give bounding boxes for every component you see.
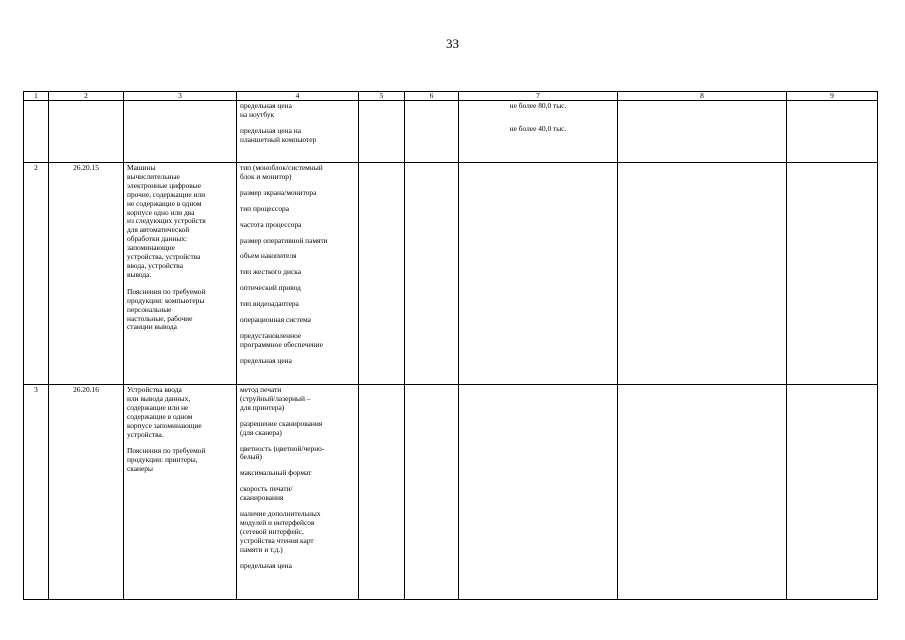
text-line: содержащие в одном [127,411,193,421]
characteristic-item [240,164,355,182]
text-line: запоминающие [127,243,175,253]
text-line: предустановленное [240,330,302,340]
text-line: метод печати [240,385,282,394]
characteristic-item [240,252,355,261]
requirements-table [23,91,878,600]
value-cell [459,101,618,163]
text-line: корпусе одно или два [127,207,195,217]
text-line: устройства, устройства [127,252,201,262]
text-line: продукции: принтеры, [127,455,198,465]
text-line: прочие, содержащие или [127,189,206,199]
text-line: частота процессора [240,219,302,229]
text-line: предельная цена [240,355,292,365]
text-line: сканеры [127,464,153,474]
characteristic-item [240,221,355,230]
text-line: обработки данных: [127,234,188,244]
column-6-cell [405,385,459,600]
price-limit-value [462,102,614,111]
text-line: для принтера) [240,402,285,412]
price-limit-value [462,125,614,134]
column-8-cell [618,101,787,163]
column-5-cell [359,163,405,385]
text-line: корпусе запоминающие [127,420,202,430]
value-cell [459,385,618,600]
text-line: или вывода данных, [127,393,191,403]
text-line: размер экрана/монитора [240,187,317,197]
column-header: 3 [124,92,237,101]
text-line: операционная система [240,315,311,325]
characteristic-item [240,189,355,198]
text-line: тип видеоадаптера [240,299,299,309]
text-line: Пояснения по требуемой [127,446,206,456]
text-line: не более 40,0 тыс. [509,123,567,133]
text-line: (сетевой интерфейс, [240,526,304,536]
table-row [24,101,878,163]
text-line: памяти и т.д.) [240,544,283,554]
table-row [24,385,878,600]
okpd-code-cell: 26.20.15 [49,163,124,385]
characteristic-item [240,205,355,214]
text-line: Пояснения по требуемой [127,286,206,296]
column-9-cell [787,385,878,600]
value-cell [459,163,618,385]
characteristic-item [240,316,355,325]
column-header: 2 [49,92,124,101]
text-line: оптический привод [240,283,301,293]
text-line: максимальный формат [240,468,312,478]
text-line: персональные [127,304,172,314]
characteristic-item [240,485,355,503]
text-line: Машины [127,163,156,172]
text-line: программное обеспечение [240,339,323,349]
text-line: вычислительные [127,171,180,181]
column-header: 7 [459,92,618,101]
column-number-row [24,92,878,101]
characteristic-item [240,127,355,145]
text-line: для автоматической [127,225,190,235]
text-line: скорость печати/ [240,484,293,494]
column-header: 6 [405,92,459,101]
column-header: 8 [618,92,787,101]
table-row [24,163,878,385]
text-line: цветность (цветной/черно- [240,443,325,453]
text-line: предельная цена [240,560,292,570]
column-8-cell [618,385,787,600]
characteristics-cell [237,163,359,385]
text-line: не содержащие в одном [127,198,202,208]
text-line: блок и монитор) [240,171,292,181]
column-header: 9 [787,92,878,101]
column-header: 1 [24,92,49,101]
characteristic-item [240,300,355,309]
characteristic-item [240,357,355,366]
text-line: размер оперативной памяти [240,235,328,245]
page-number: 33 [446,36,459,51]
characteristics-cell [237,385,359,600]
characteristics-cell [237,101,359,163]
column-header: 5 [359,92,405,101]
okpd-code-cell [49,101,124,163]
column-6-cell [405,163,459,385]
characteristic-item [240,420,355,438]
text-line: тип жесткого диска [240,267,302,277]
text-line: настольные, рабочие [127,313,193,323]
text-line: объем накопителя [240,251,297,261]
row-number-cell: 2 [24,163,49,385]
text-line: планшетный компьютер [240,134,317,144]
column-6-cell [405,101,459,163]
characteristic-item [240,562,355,571]
text-line: (струйный/лазерный – [240,393,311,403]
characteristic-item [240,332,355,350]
column-9-cell [787,163,878,385]
text-line: продукции: компьютеры [127,295,205,305]
text-line: устройства чтения карт [240,535,314,545]
characteristic-item [240,102,355,120]
row-number-cell: 3 [24,385,49,600]
column-8-cell [618,163,787,385]
column-5-cell [359,385,405,600]
text-line: ввода, устройства [127,260,183,270]
product-description-cell [124,163,237,385]
text-line: вывода. [127,269,152,279]
product-description-cell [124,385,237,600]
text-line: содержащие или не [127,402,189,412]
text-line: наличие дополнительных [240,509,321,519]
text-line: не более 80,0 тыс. [509,101,567,110]
column-header: 4 [237,92,359,101]
text-line: устройства. [127,429,164,439]
characteristic-item [240,237,355,246]
text-line: (для сканера) [240,427,282,437]
text-line: сканирования [240,493,284,503]
characteristic-item [240,386,355,413]
text-line: тип процессора [240,203,289,213]
text-line: разрешение сканирования [240,418,323,428]
characteristic-item [240,284,355,293]
characteristic-item [240,510,355,555]
text-line: модулей и интерфейсов [240,517,315,527]
characteristic-item [240,445,355,463]
column-5-cell [359,101,405,163]
text-line: тип (моноблок/системный [240,163,323,172]
text-line: Устройства ввода [127,385,182,394]
text-line: из следующих устройств [127,216,206,226]
okpd-code-cell: 26.20.16 [49,385,124,600]
characteristic-item [240,469,355,478]
product-description-cell [124,101,237,163]
characteristic-item [240,268,355,277]
text-line: электронные цифровые [127,180,202,190]
row-number-cell [24,101,49,163]
text-line: станции вывода [127,322,177,332]
text-line: предельная цена [240,101,292,110]
text-line: на ноутбук [240,109,275,119]
text-line: предельная цена на [240,125,301,135]
column-9-cell [787,101,878,163]
text-line: белый) [240,452,263,462]
